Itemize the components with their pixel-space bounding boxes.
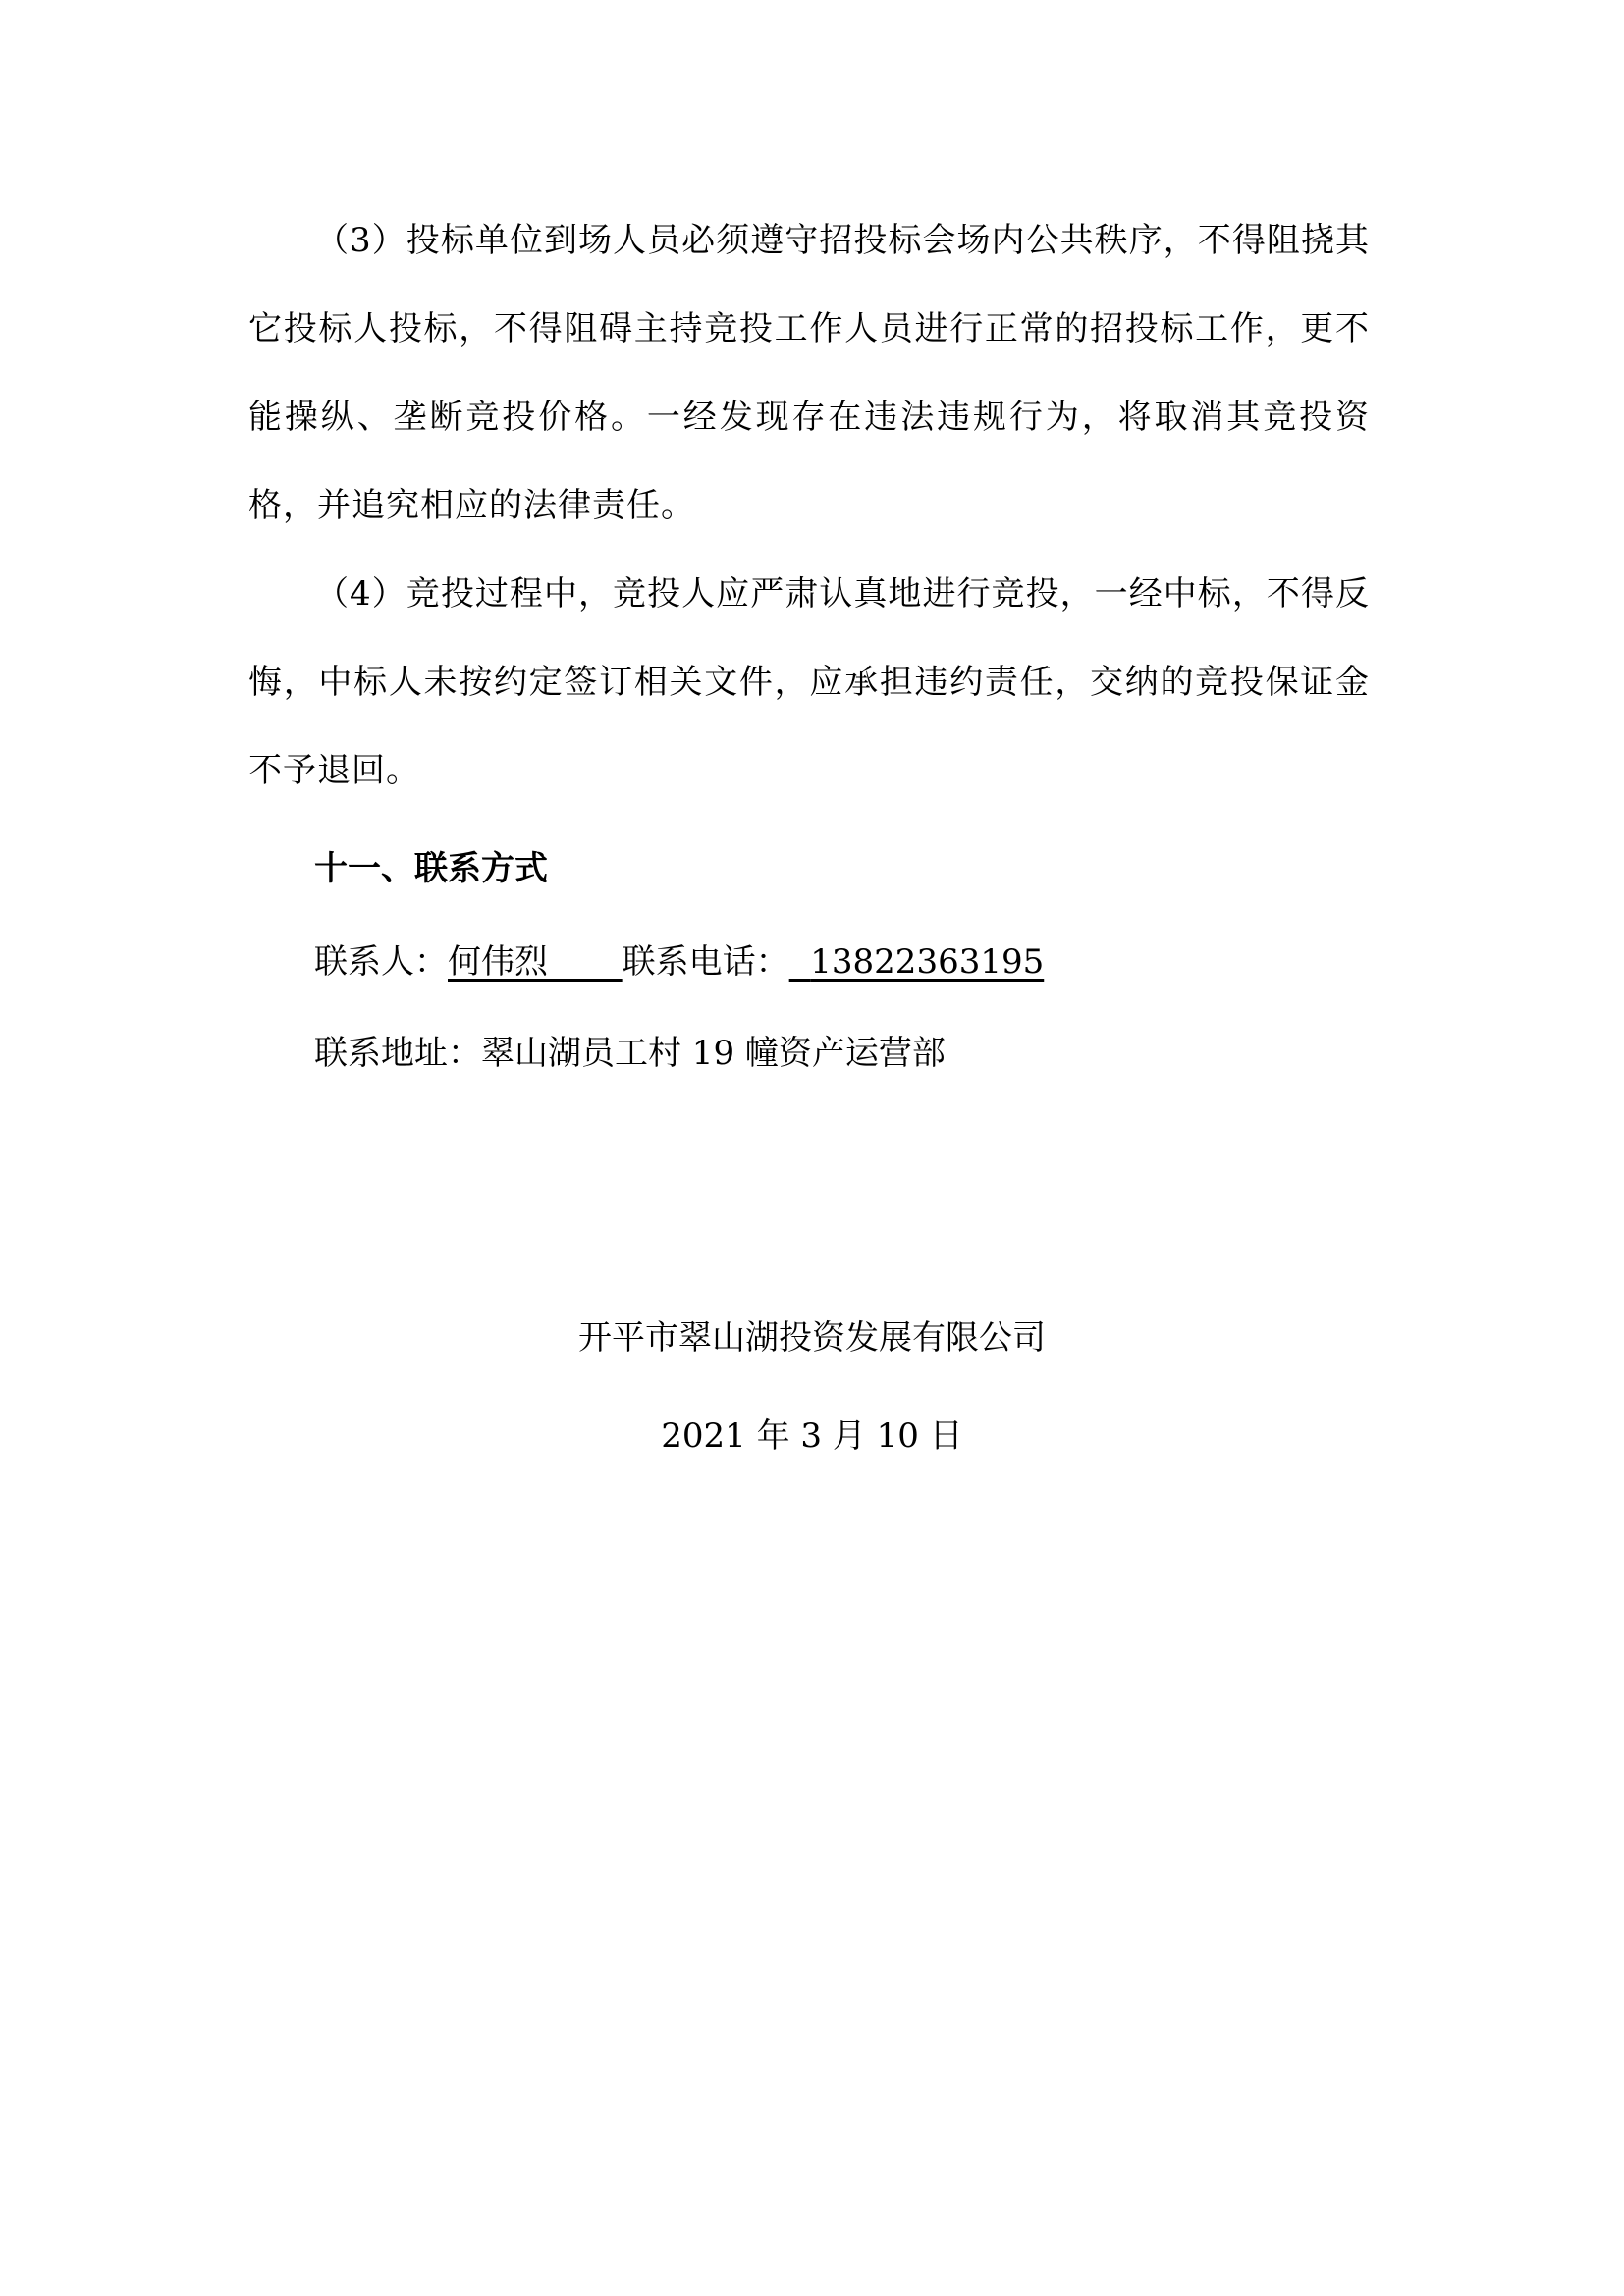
signature-date: 2021 年 3 月 10 日: [661, 1416, 963, 1456]
contact-address-value: 翠山湖员工村 19 幢资产运营部: [481, 1034, 946, 1073]
contact-person-label: 联系人：: [314, 942, 448, 982]
contact-phone-value: 13822363195: [810, 942, 1045, 982]
contact-address-label: 联系地址：: [314, 1034, 481, 1073]
contact-person-value: 何伟烈: [448, 942, 548, 982]
section-heading-contact: 十一、联系方式: [314, 849, 548, 888]
contact-address-line: [314, 1009, 946, 1097]
paragraph-4: （4）竞投过程中，竞投人应严肃认真地进行竞投，一经中标，不得反悔，中标人未按约定签订相关文件，应承担违约责任，交纳的竞投保证金不予退回。: [248, 574, 1370, 790]
contact-person-line: [314, 918, 1044, 1006]
paragraph-3: （3）投标单位到场人员必须遵守招投标会场内公共秩序，不得阻挠其它投标人投标，不得阻碍主持竞投工作人员进行正常的招投标工作，更不能操纵、垄断竞投价格。一经发现存在违法违规行为，将取消其竞投资格，并追究相应的法律责任。: [248, 221, 1370, 525]
signature-company: 开平市翠山湖投资发展有限公司: [578, 1318, 1046, 1358]
contact-phone-label: 联系电话：: [622, 942, 789, 982]
